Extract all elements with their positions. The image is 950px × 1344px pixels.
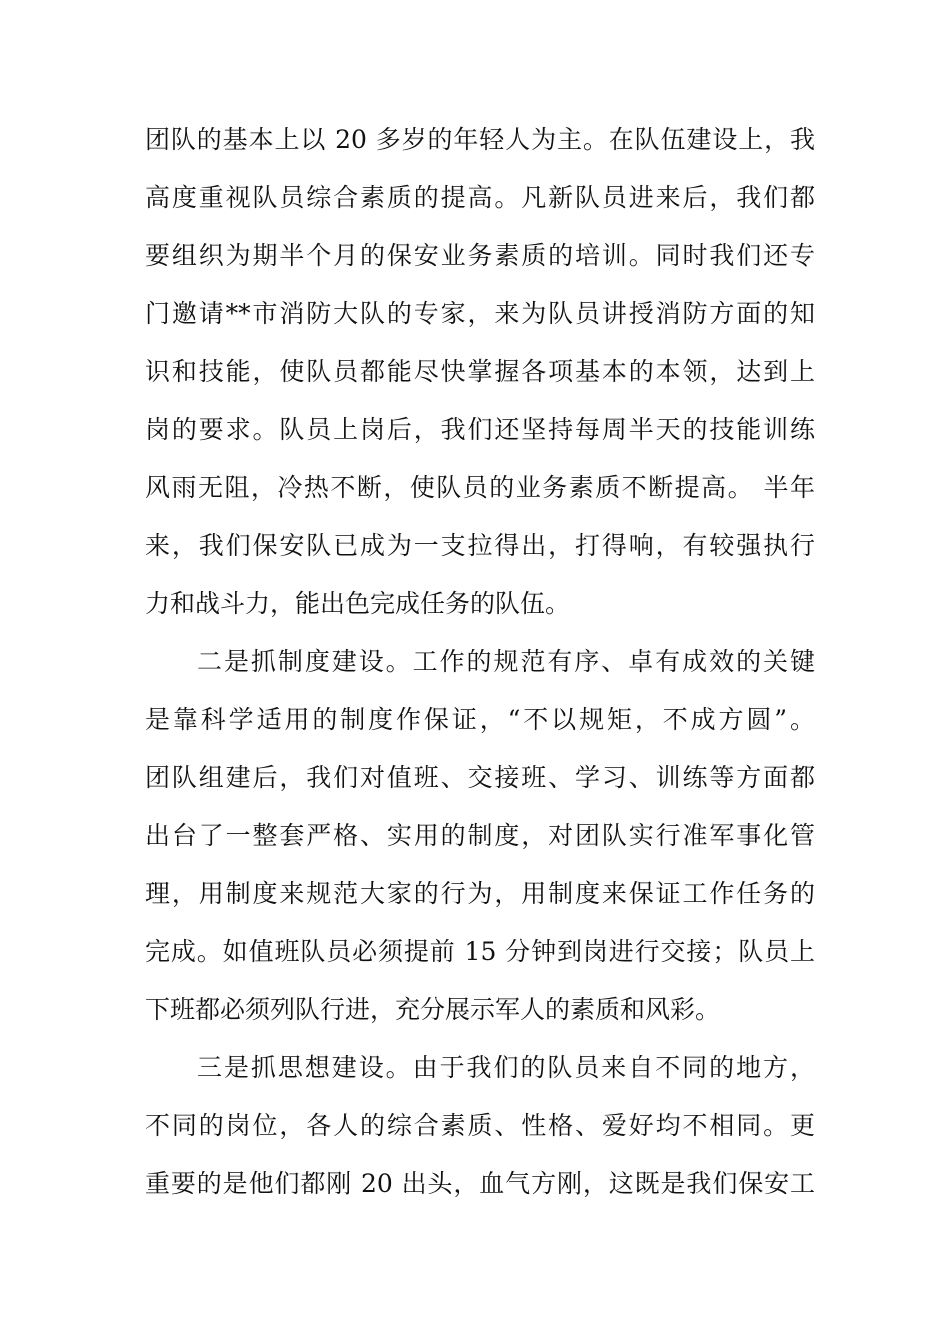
text-line: 出台了一整套严格、实用的制度，对团队实行准军事化管 bbox=[145, 821, 815, 850]
paragraph-1 bbox=[145, 126, 815, 618]
text-line: 下班都必须列队行进，充分展示军人的素质和风彩。 bbox=[145, 995, 721, 1024]
text-line: 来，我们保安队已成为一支拉得出，打得响，有较强执行 bbox=[145, 531, 815, 560]
text-line: 岗的要求。队员上岗后，我们还坚持每周半天的技能训练 bbox=[145, 415, 815, 444]
text-line: 要组织为期半个月的保安业务素质的培训。同时我们还专 bbox=[145, 241, 815, 270]
text-line: 是靠科学适用的制度作保证，“不以规矩，不成方圆”。 bbox=[145, 705, 815, 734]
text-line: 风雨无阻，冷热不断，使队员的业务素质不断提高。 半年 bbox=[145, 473, 815, 502]
text-line: 重要的是他们都刚 20 出头，血气方刚，这既是我们保安工 bbox=[145, 1169, 815, 1198]
paragraph-3 bbox=[145, 1054, 815, 1198]
text-line: 完成。如值班队员必须提前 15 分钟到岗进行交接；队员上 bbox=[145, 937, 815, 966]
text-line: 不同的岗位，各人的综合素质、性格、爱好均不相同。更 bbox=[145, 1111, 815, 1140]
body-text bbox=[145, 126, 815, 1228]
text-line: 力和战斗力，能出色完成任务的队伍。 bbox=[145, 589, 571, 618]
text-line: 二是抓制度建设。工作的规范有序、卓有成效的关键 bbox=[197, 647, 815, 676]
text-line: 识和技能，使队员都能尽快掌握各项基本的本领，达到上 bbox=[145, 357, 815, 386]
text-line: 理，用制度来规范大家的行为，用制度来保证工作任务的 bbox=[145, 879, 815, 908]
text-line: 门邀请**市消防大队的专家，来为队员讲授消防方面的知 bbox=[145, 299, 815, 328]
text-line: 三是抓思想建设。由于我们的队员来自不同的地方， bbox=[197, 1053, 815, 1082]
text-line: 团队组建后，我们对值班、交接班、学习、训练等方面都 bbox=[145, 763, 815, 792]
text-line: 高度重视队员综合素质的提高。凡新队员进来后，我们都 bbox=[145, 183, 815, 212]
text-line: 团队的基本上以 20 多岁的年轻人为主。在队伍建设上，我 bbox=[145, 125, 815, 154]
paragraph-2 bbox=[145, 648, 815, 1024]
